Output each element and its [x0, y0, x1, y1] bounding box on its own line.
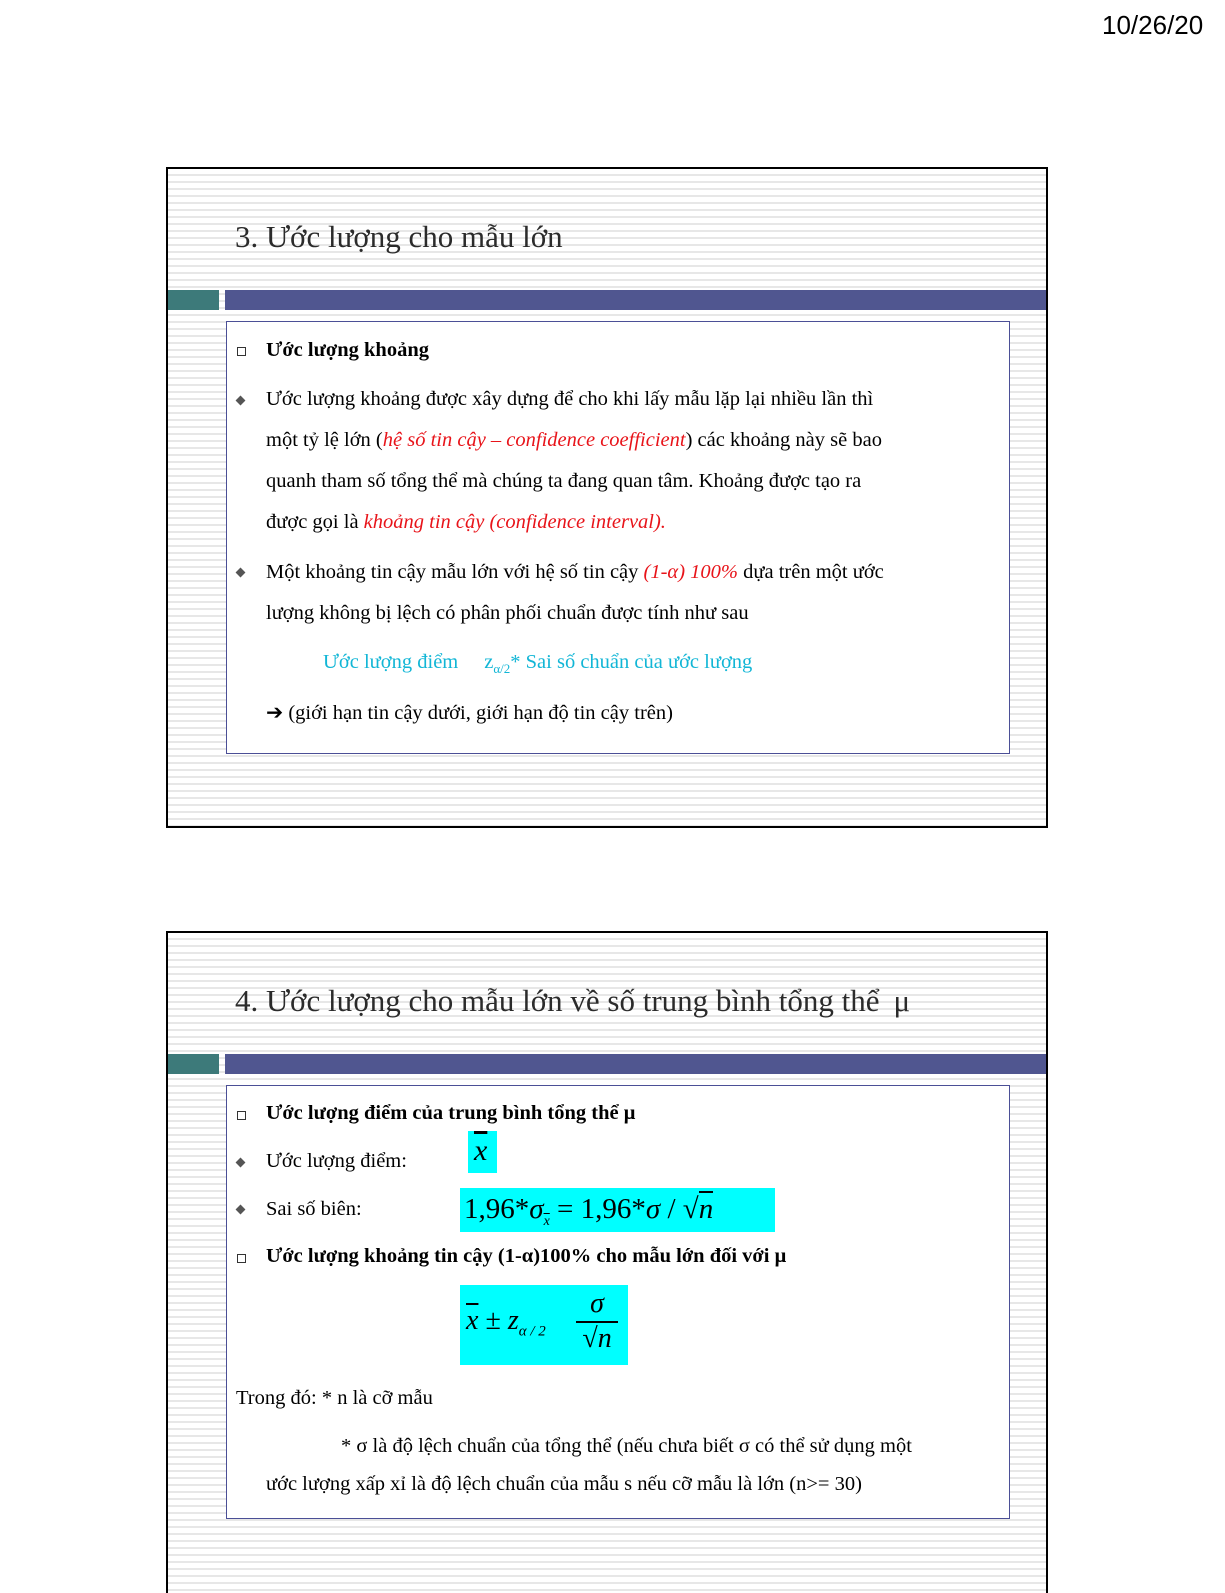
diamond-bullet-icon [236, 568, 246, 578]
note-sample-size: Trong đó: * n là cỡ mẫu [236, 1387, 433, 1409]
arrow-right-icon: ➔ [266, 700, 284, 724]
point-estimate-formula: $\overline{x}$ [468, 1131, 497, 1173]
title-bar [225, 290, 1046, 310]
diamond-bullet-icon [236, 1158, 246, 1168]
slide-1-title: 3. Ước lượng cho mẫu lớn [235, 219, 563, 254]
slide-1-content-box [226, 321, 1010, 754]
title-bar [225, 1054, 1046, 1074]
paragraph-2-line-1: Một khoảng tin cậy mẫu lớn với hệ số tin cậy (1-α) 100% dựa trên một ước [266, 561, 884, 583]
confidence-interval-term: khoảng tin cậy (confidence interval). [363, 511, 666, 533]
paragraph-2-line-2: lượng không bị lệch có phân phối chuẩn được tính như sau [266, 602, 749, 624]
page-date: 10/26/20 [1102, 10, 1204, 40]
paragraph-1-line-3: quanh tham số tổng thể mà chúng ta đang quan tâm. Khoảng được tạo ra [266, 470, 862, 492]
slide-2 [166, 931, 1048, 1593]
note-sigma-line-1: * σ là độ lệch chuẩn của tổng thể (nếu chưa biết σ có thể sử dụng một [341, 1435, 912, 1457]
point-estimate-label: Ước lượng điểm: [266, 1150, 407, 1172]
heading-interval-estimate: Ước lượng khoảng [266, 339, 429, 361]
margin-of-error-formula: $1,96*\sigma_{\overline{x}} = 1,96*\sigma / √n$ [460, 1188, 775, 1232]
paragraph-1-line-1: Ước lượng khoảng được xây dựng để cho khi lấy mẫu lặp lại nhiều lần thì [266, 388, 874, 410]
result-line: ➔ (giới hạn tin cậy dưới, giới hạn độ tin cậy trên) [266, 700, 673, 724]
confidence-coefficient-term: hệ số tin cậy – confidence coefficient [382, 429, 686, 451]
title-bar-accent [168, 290, 219, 310]
diamond-bullet-icon [236, 396, 246, 406]
margin-of-error-label: Sai số biên: [266, 1198, 362, 1220]
paragraph-1-line-2: một tỷ lệ lớn (hệ số tin cậy – confidence coefficient) các khoảng này sẽ bao [266, 429, 882, 451]
heading-confidence-interval: Ước lượng khoảng tin cậy (1-α)100% cho mẫu lớn đối với μ [266, 1245, 787, 1267]
diamond-bullet-icon [236, 1205, 246, 1215]
confidence-interval-formula: $\overline{x} \pm z_{\alpha / 2}$ σ √n [460, 1285, 628, 1365]
slide-2-content-box [226, 1085, 1010, 1519]
confidence-level-term: (1-α) 100% [643, 561, 738, 583]
square-bullet-icon [237, 347, 246, 356]
slide-2-title: 4. Ước lượng cho mẫu lớn về số trung bình tổng thể μ [235, 983, 911, 1018]
square-bullet-icon [237, 1254, 246, 1263]
square-bullet-icon [237, 1111, 246, 1120]
heading-point-estimate: Ước lượng điểm của trung bình tổng thể μ [266, 1102, 636, 1124]
paragraph-1-line-4: được gọi là khoảng tin cậy (confidence interval). [266, 511, 666, 533]
interval-formula: Ước lượng điểm $z_{\alpha/2}*$ Sai số chuẩn của ước lượng [323, 651, 753, 677]
note-sigma-line-2: ước lượng xấp xỉ là độ lệch chuẩn của mẫu s nếu cỡ mẫu là lớn (n>= 30) [266, 1473, 862, 1495]
title-bar-accent [168, 1054, 219, 1074]
slide-1 [166, 167, 1048, 828]
